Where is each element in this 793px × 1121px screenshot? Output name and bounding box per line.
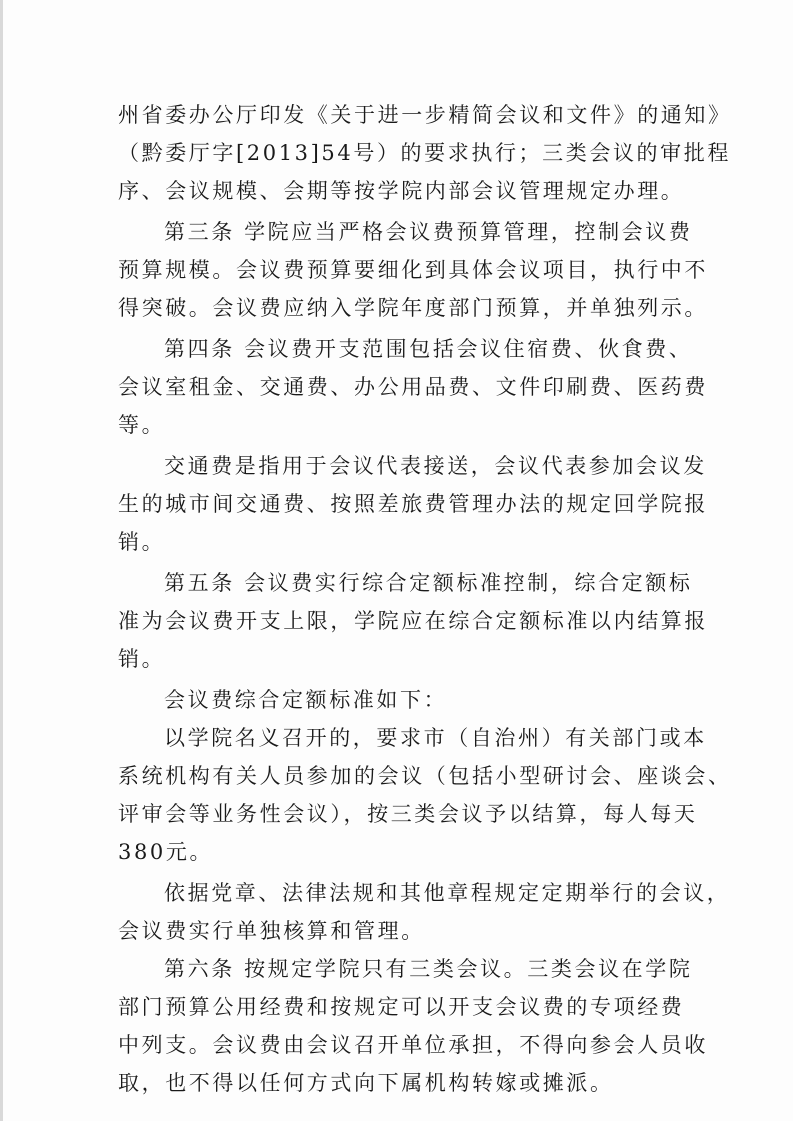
text-line: 准为会议费开支上限，学院应在综合定额标准以内结算报 xyxy=(118,609,708,633)
text-line: 会议费实行单独核算和管理。 xyxy=(118,919,425,943)
text-line: 得突破。会议费应纳入学院年度部门预算，并单独列示。 xyxy=(118,296,708,320)
text-line: 销。 xyxy=(118,647,166,671)
text-line: 生的城市间交通费、按照差旅费管理办法的规定回学院报 xyxy=(118,492,708,516)
text-line: 销。 xyxy=(118,530,166,554)
paragraph-start: 以学院名义召开的，要求市（自治州）有关部门或本 xyxy=(164,726,707,750)
paragraph-start: 依据党章、法律法规和其他章程规定定期举行的会议， xyxy=(164,881,731,905)
text-line: 中列支。会议费由会议召开单位承担，不得向参会人员收 xyxy=(118,1033,708,1057)
text-line: 预算规模。会议费预算要细化到具体会议项目，执行中不 xyxy=(118,258,708,282)
article-3-start: 第三条 学院应当严格会议费预算管理，控制会议费 xyxy=(164,220,693,244)
body-text xyxy=(118,96,732,1102)
paragraph-start: 交通费是指用于会议代表接送，会议代表参加会议发 xyxy=(164,454,707,478)
article-5-start: 第五条 会议费实行综合定额标准控制，综合定额标 xyxy=(164,571,693,595)
text-line: 序、会议规模、会期等按学院内部会议管理规定办理。 xyxy=(118,179,685,203)
article-6-start: 第六条 按规定学院只有三类会议。三类会议在学院 xyxy=(164,957,693,981)
scan-edge-shadow xyxy=(0,0,3,1121)
text-line: 380元。 xyxy=(118,840,214,864)
paragraph-start: 会议费综合定额标准如下： xyxy=(164,688,448,712)
text-line: 会议室租金、交通费、办公用品费、文件印刷费、医药费 xyxy=(118,375,708,399)
text-line: 等。 xyxy=(118,413,166,437)
text-line: 部门预算公用经费和按规定可以开支会议费的专项经费 xyxy=(118,995,685,1019)
text-line: （黔委厅字[2013]54号）的要求执行；三类会议的审批程 xyxy=(118,141,731,165)
text-line: 系统机构有关人员参加的会议（包括小型研讨会、座谈会、 xyxy=(118,764,732,788)
text-line: 取，也不得以任何方式向下属机构转嫁或摊派。 xyxy=(118,1071,614,1095)
text-line: 评审会等业务性会议），按三类会议予以结算，每人每天 xyxy=(118,802,698,826)
text-line: 州省委办公厅印发《关于进一步精简会议和文件》的通知》 xyxy=(118,103,732,127)
article-4-start: 第四条 会议费开支范围包括会议住宿费、伙食费、 xyxy=(164,337,693,361)
